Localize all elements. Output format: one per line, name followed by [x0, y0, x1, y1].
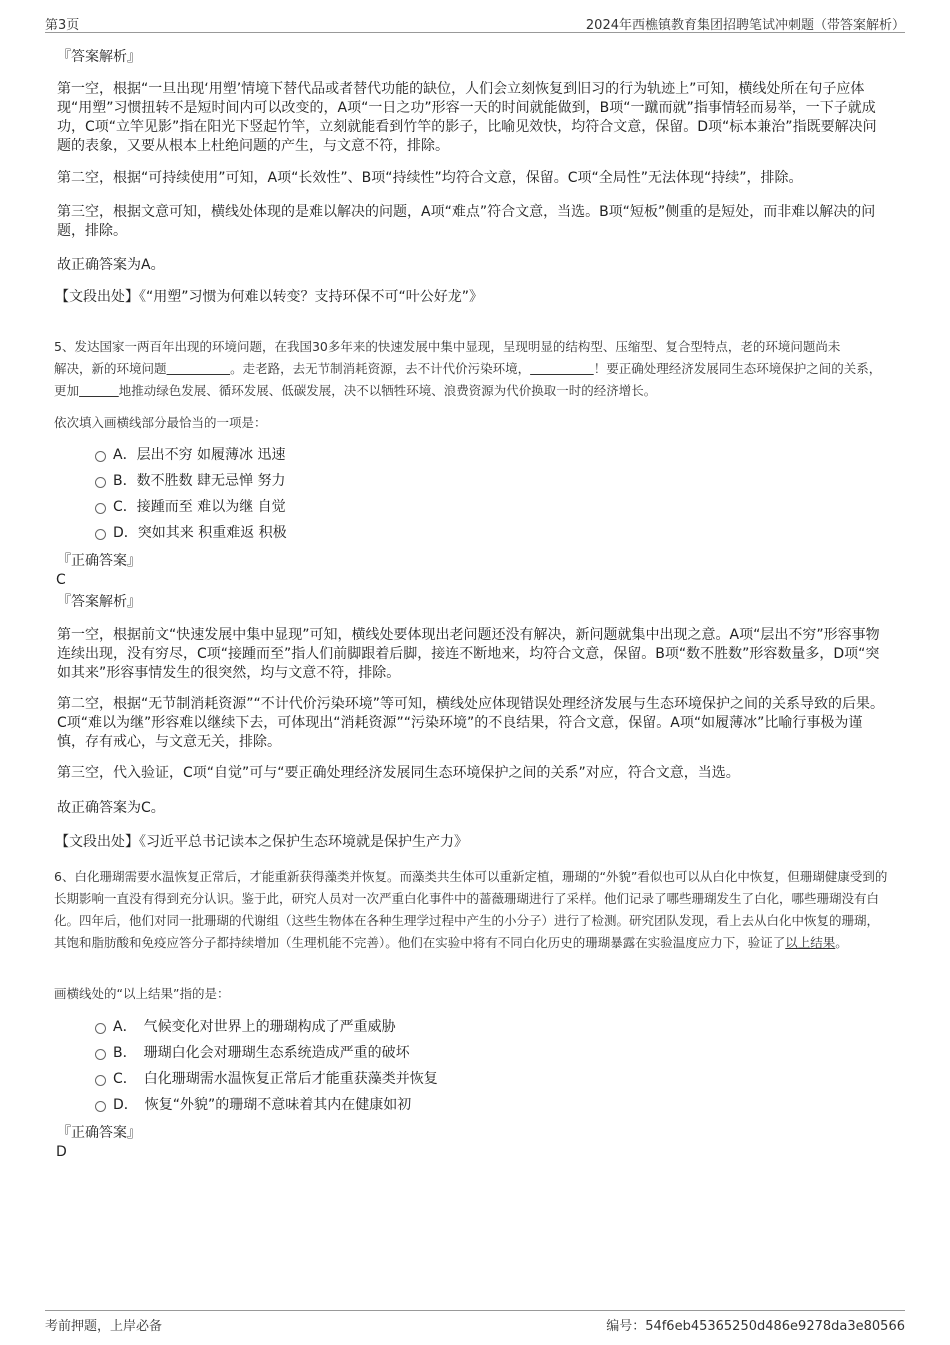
analysis-paragraph-1: 第一空，根据“一旦出现‘用塑’情境下替代品或者替代功能的缺位，人们会立刻恢复到旧习的行为轨迹上”可知，横线处所在句子应体现“用塑”习惯扭转不是短时间内可以改变的，A项“一日之功”形容一天的时间就能做到，B项“一蹴而就”指事情轻而易举，一下子就成功，C项“立竿见影”指在阳光下竖起竹竿，立刻就能看到竹竿的影子，比喻见效快，均符合文意，保留。D项“标本兼治”指既要解决问题的表象，又要从根本上杜绝问题的产生，与文意不符，排除。 — [57, 81, 877, 154]
page-number: 第3页 — [45, 18, 80, 33]
blank-2 — [530, 361, 594, 376]
correct-answer-label: 『正确答案』 — [57, 553, 141, 569]
blank-1 — [167, 361, 231, 376]
analysis-conclusion: 故正确答案为A。 — [57, 257, 165, 273]
option-b[interactable]: B．数不胜数 肆无忌惮 努力 — [95, 468, 890, 494]
q5-analysis-paragraph-1: 第一空，根据前文“快速发展中集中显现”可知，横线处要体现出老问题还没有解决，新问题就集中出现之意。A项“层出不穷”形容事物连续出现，没有穷尽，C项“接踵而至”指人们前脚跟着后脚，接连不断地来，均符合文意，保留。B项“数不胜数”形容数量多，D项“突如其来”形容事情发生的很突然，均与文意不符，排除。 — [57, 627, 880, 681]
radio-icon[interactable] — [95, 477, 106, 488]
q5-analysis-conclusion: 故正确答案为C。 — [57, 800, 165, 816]
question-5-ask: 依次填入画横线部分最恰当的一项是： — [54, 415, 267, 430]
page-header — [45, 14, 905, 33]
document-id: 编号：54f6eb45365250d486e9278da3e80566 — [606, 1319, 905, 1334]
radio-icon[interactable] — [95, 1023, 106, 1034]
analysis-paragraph-2: 第二空，根据“可持续使用”可知，A项“长效性”、B项“持续性”均符合文意，保留。C项“全局性”无法体现“持续”，排除。 — [57, 170, 803, 186]
q5-source-citation: 【文段出处】《习近平总书记读本之保护生态环境就是保护生产力》 — [55, 834, 468, 850]
question-5-line-1: 5、发达国家一两百年出现的环境问题，在我国30多年来的快速发展中集中显现，呈现明显的结构型、压缩型、复合型特点，老的环境问题尚未 — [54, 339, 841, 354]
question-5-stem — [54, 336, 890, 402]
radio-icon[interactable] — [95, 1101, 106, 1112]
correct-answer-label: 『正确答案』 — [57, 1125, 141, 1141]
radio-icon[interactable] — [95, 451, 106, 462]
source-citation: 【文段出处】《“用塑”习惯为何难以转变？支持环保不可“叶公好龙”》 — [55, 289, 484, 305]
radio-icon[interactable] — [95, 503, 106, 514]
footer-slogan: 考前押题，上岸必备 — [45, 1319, 163, 1334]
question-6-options — [95, 1014, 890, 1118]
q5-analysis-paragraph-2: 第二空，根据“无节制消耗资源”“不计代价污染环境”等可知，横线处应体现错误处理经济发展与生态环境保护之间的关系导致的后果。C项“难以为继”形容难以继续下去，可体现出“消耗资源”“污染环境”的不良结果，符合文意，保留。A项“如履薄冰”比喻行事极为谨慎，存有戒心，与文意无关，排除。 — [57, 696, 885, 750]
option-d[interactable]: D．突如其来 积重难返 积极 — [95, 520, 890, 546]
analysis-paragraph-3: 第三空，根据文意可知，横线处体现的是难以解决的问题，A项“难点”符合文意，当选。B项“短板”侧重的是短处，而非难以解决的问题，排除。 — [57, 204, 876, 239]
q5-analysis-paragraph-3: 第三空，代入验证，C项“自觉”可与“要正确处理经济发展同生态环境保护之间的关系”对应，符合文意，当选。 — [57, 765, 740, 781]
blank-3 — [79, 383, 119, 398]
analysis-label: 『答案解析』 — [57, 594, 141, 610]
document-title: 2024年西樵镇教育集团招聘笔试冲刺题（带答案解析） — [585, 18, 905, 33]
question-5-line-2: 解决，新的环境问题 。走老路，去无节制消耗资源，去不计代价污染环境， ！要正确处理经济发展同生态环境保护之间的关系， — [54, 361, 882, 376]
option-d[interactable]: D． 恢复“外貌”的珊瑚不意味着其内在健康如初 — [95, 1092, 890, 1118]
analysis-label: 『答案解析』 — [57, 49, 141, 65]
correct-answer: C — [56, 572, 66, 588]
page-footer — [45, 1310, 905, 1334]
option-b[interactable]: B． 珊瑚白化会对珊瑚生态系统造成严重的破坏 — [95, 1040, 890, 1066]
option-c[interactable]: C．接踵而至 难以为继 自觉 — [95, 494, 890, 520]
radio-icon[interactable] — [95, 1049, 106, 1060]
question-5-line-3: 更加 地推动绿色发展、循环发展、低碳发展，决不以牺牲环境、浪费资源为代价换取一时的经济增长。 — [54, 383, 657, 398]
question-6-ask: 画横线处的“以上结果”指的是： — [54, 986, 230, 1001]
question-6-stem: 6、白化珊瑚需要水温恢复正常后，才能重新获得藻类并恢复。而藻类共生体可以重新定植，珊瑚的“外貌”看似也可以从白化中恢复，但珊瑚健康受到的长期影响一直没有得到充分认识。鉴于此，研究人员对一次严重白化事件中的蔷薇珊瑚进行了采样。他们记录了哪些珊瑚发生了白化，哪些珊瑚没有白化。四年后，他们对同一批珊瑚的代谢组（这些生物体在各种生理学过程中产生的小分子）进行了检测。研究团队发现，看上去从白化中恢复的珊瑚，其饱和脂肪酸和免疫应答分子都持续增加（生理机能不完善）。他们在实验中将有不同白化历史的珊瑚暴露在实验温度应力下，验证了以上结果。 — [54, 869, 888, 950]
radio-icon[interactable] — [95, 529, 106, 540]
option-a[interactable]: A．层出不穷 如履薄冰 迅速 — [95, 442, 890, 468]
underlined-phrase: 以上结果 — [785, 935, 836, 950]
option-a[interactable]: A． 气候变化对世界上的珊瑚构成了严重威胁 — [95, 1014, 890, 1040]
question-5-options — [95, 442, 890, 546]
correct-answer: D — [56, 1144, 67, 1160]
radio-icon[interactable] — [95, 1075, 106, 1086]
option-c[interactable]: C． 白化珊瑚需水温恢复正常后才能重获藻类并恢复 — [95, 1066, 890, 1092]
